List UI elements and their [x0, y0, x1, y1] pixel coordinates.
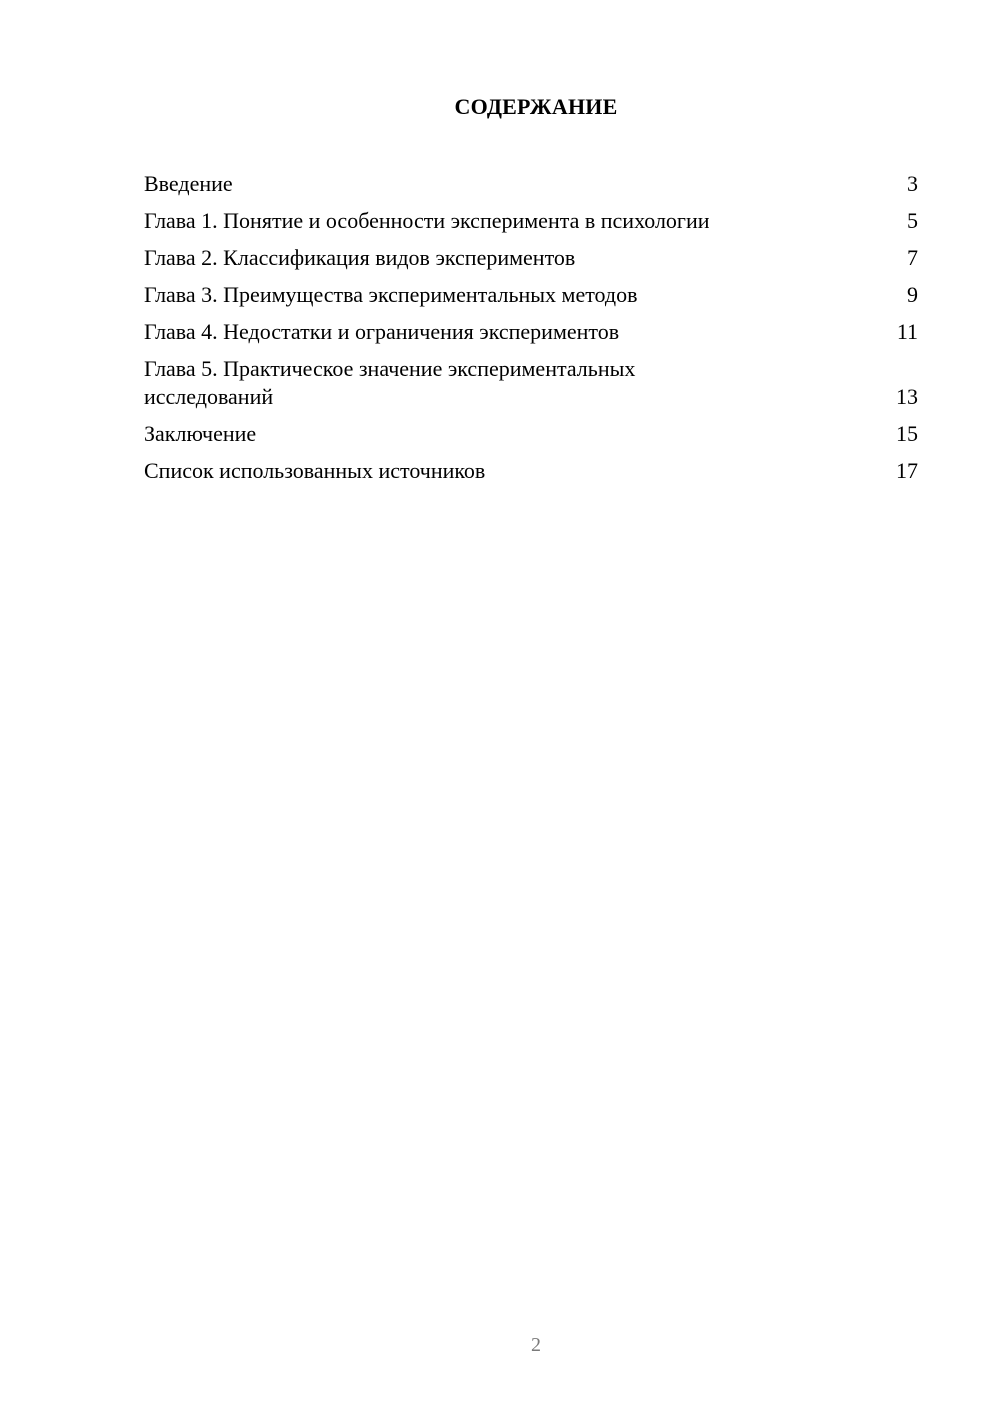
toc-entry-page-number: 5 [907, 208, 918, 233]
toc-entry-chapter-3[interactable] [144, 281, 918, 309]
toc-entry-chapter-1[interactable] [144, 207, 918, 235]
toc-entry-conclusion[interactable] [144, 420, 918, 448]
toc-entry-page-number: 7 [907, 245, 918, 270]
toc-entry-page-number: 9 [907, 282, 918, 307]
toc-entry-label: Список использованных источников [144, 458, 486, 483]
toc-entry-label: Введение [144, 171, 233, 196]
toc-entry-page-number: 13 [896, 384, 918, 409]
page-number: 2 [531, 1334, 541, 1356]
toc-entry-chapter-5[interactable] [144, 355, 918, 411]
toc-entry-chapter-2[interactable] [144, 244, 918, 272]
toc-entry-label: Заключение [144, 421, 257, 446]
toc-entry-page-number: 11 [896, 319, 918, 344]
toc-entry-introduction[interactable] [144, 170, 918, 198]
toc-entry-label: Глава 3. Преимущества экспериментальных методов [144, 282, 638, 307]
toc-entry-references[interactable] [144, 457, 918, 485]
table-of-contents [144, 170, 918, 494]
toc-entry-label: Глава 2. Классификация видов экспериментов [144, 245, 576, 270]
toc-entry-label: Глава 5. Практическое значение экспериментальных исследований [144, 356, 636, 409]
toc-entry-page-number: 15 [896, 421, 918, 446]
page-title: СОДЕРЖАНИЕ [454, 94, 618, 119]
toc-entry-page-number: 17 [896, 458, 918, 483]
toc-entry-chapter-4[interactable] [144, 318, 918, 346]
toc-entry-label: Глава 1. Понятие и особенности эксперимента в психологии [144, 208, 710, 233]
toc-entry-label: Глава 4. Недостатки и ограничения экспериментов [144, 319, 620, 344]
toc-entry-page-number: 3 [907, 171, 918, 196]
